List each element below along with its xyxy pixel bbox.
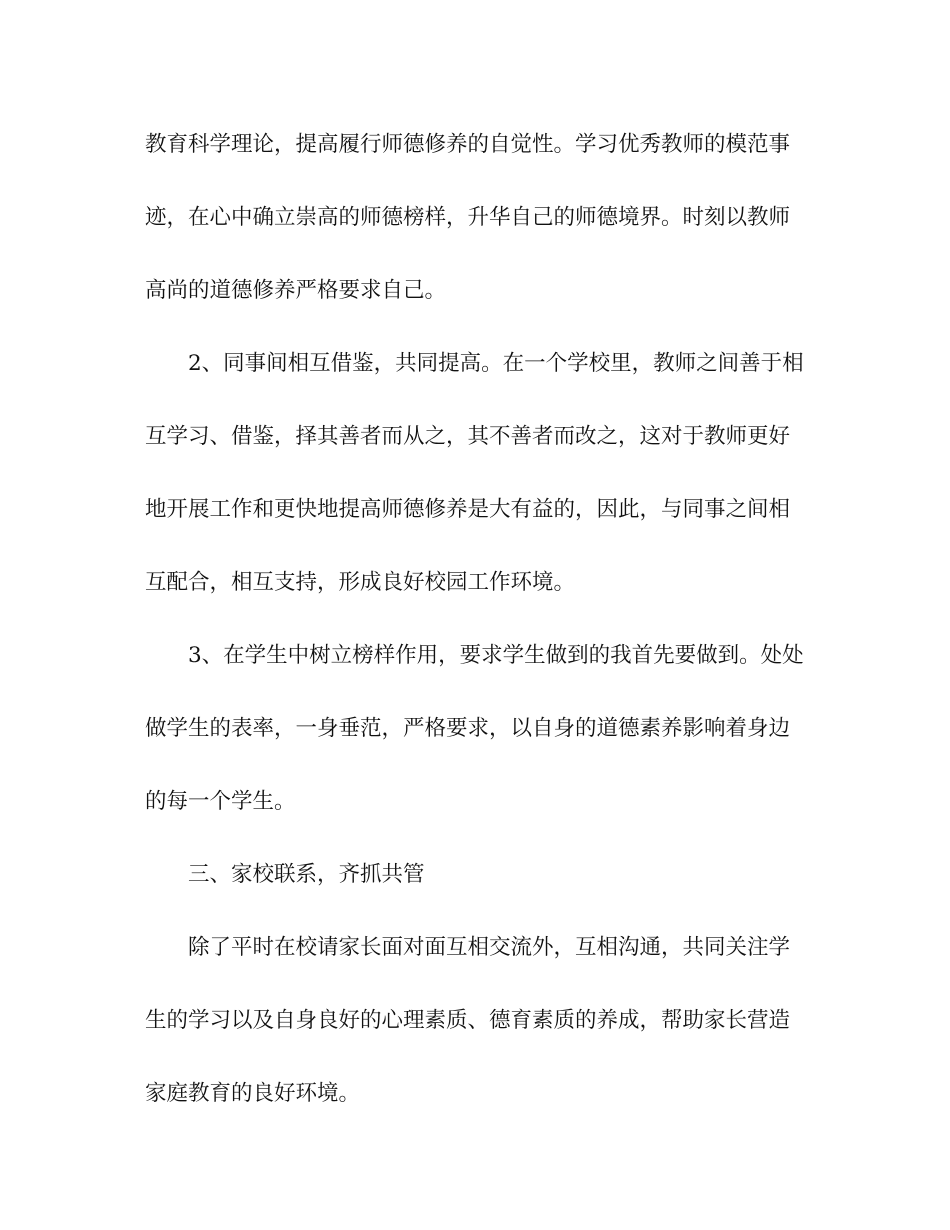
paragraph-line: 高尚的道德修养严格要求自己。 (145, 278, 447, 303)
document-body (145, 108, 810, 1130)
paragraph-line: 教育科学理论，提高履行师德修养的自觉性。学习优秀教师的模范事 (145, 132, 791, 157)
paragraph-line: 的每一个学生。 (145, 789, 296, 814)
paragraph-line: 地开展工作和更快地提高师德修养是大有益的，因此，与同事之间相 (145, 497, 791, 522)
paragraph-line: 除了平时在校请家长面对面互相交流外，互相沟通，共同关注学 (188, 935, 791, 960)
paragraph-line: 互配合，相互支持，形成良好校园工作环境。 (145, 570, 576, 595)
paragraph-line: 生的学习以及自身良好的心理素质、德育素质的养成，帮助家长营造 (145, 1008, 791, 1033)
paragraph-line: 迹，在心中确立崇高的师德榜样，升华自己的师德境界。时刻以教师 (145, 205, 791, 230)
paragraph-line: 2、同事间相互借鉴，共同提高。在一个学校里，教师之间善于相 (188, 351, 804, 376)
paragraph-line: 互学习、借鉴，择其善者而从之，其不善者而改之，这对于教师更好 (145, 424, 791, 449)
paragraph-line: 3、在学生中树立榜样作用，要求学生做到的我首先要做到。处处 (188, 643, 804, 668)
paragraph-line: 家庭教育的良好环境。 (145, 1081, 361, 1106)
paragraph-line: 做学生的表率，一身垂范，严格要求，以自身的道德素养影响着身边 (145, 716, 791, 741)
section-heading: 三、家校联系，齐抓共管 (188, 862, 425, 887)
